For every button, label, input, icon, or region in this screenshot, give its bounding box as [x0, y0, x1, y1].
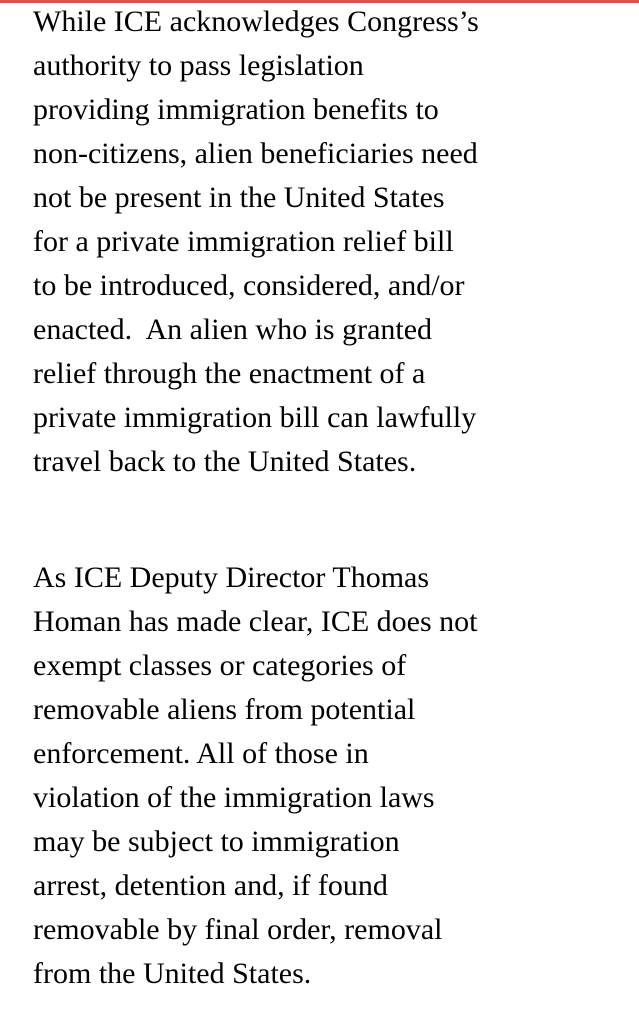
- text-line: violation of the immigration laws: [33, 781, 435, 814]
- text-line: providing immigration benefits to: [33, 93, 439, 126]
- text-line: enforcement. All of those in: [33, 737, 369, 770]
- text-line: private immigration bill can lawfully: [33, 401, 477, 434]
- paragraph-1: [33, 0, 479, 484]
- paragraph-2: [33, 556, 478, 996]
- text-line: travel back to the United States.: [33, 445, 417, 478]
- text-line: enacted. An alien who is granted: [33, 313, 433, 346]
- text-line: While ICE acknowledges Congress’s: [33, 5, 479, 38]
- text-line: may be subject to immigration: [33, 825, 400, 858]
- text-line: not be present in the United States: [33, 181, 445, 214]
- text-line: to be introduced, considered, and/or: [33, 269, 465, 302]
- text-line: removable by final order, removal: [33, 913, 443, 946]
- text-line: non-citizens, alien beneficiaries need: [33, 137, 478, 170]
- text-line: removable aliens from potential: [33, 693, 416, 726]
- text-line: authority to pass legislation: [33, 49, 364, 82]
- text-line: arrest, detention and, if found: [33, 869, 388, 902]
- text-line: Homan has made clear, ICE does not: [33, 605, 478, 638]
- text-line: As ICE Deputy Director Thomas: [33, 561, 430, 594]
- text-line: from the United States.: [33, 957, 312, 990]
- text-line: for a private immigration relief bill: [33, 225, 454, 258]
- text-line: relief through the enactment of a: [33, 357, 426, 390]
- text-line: exempt classes or categories of: [33, 649, 407, 682]
